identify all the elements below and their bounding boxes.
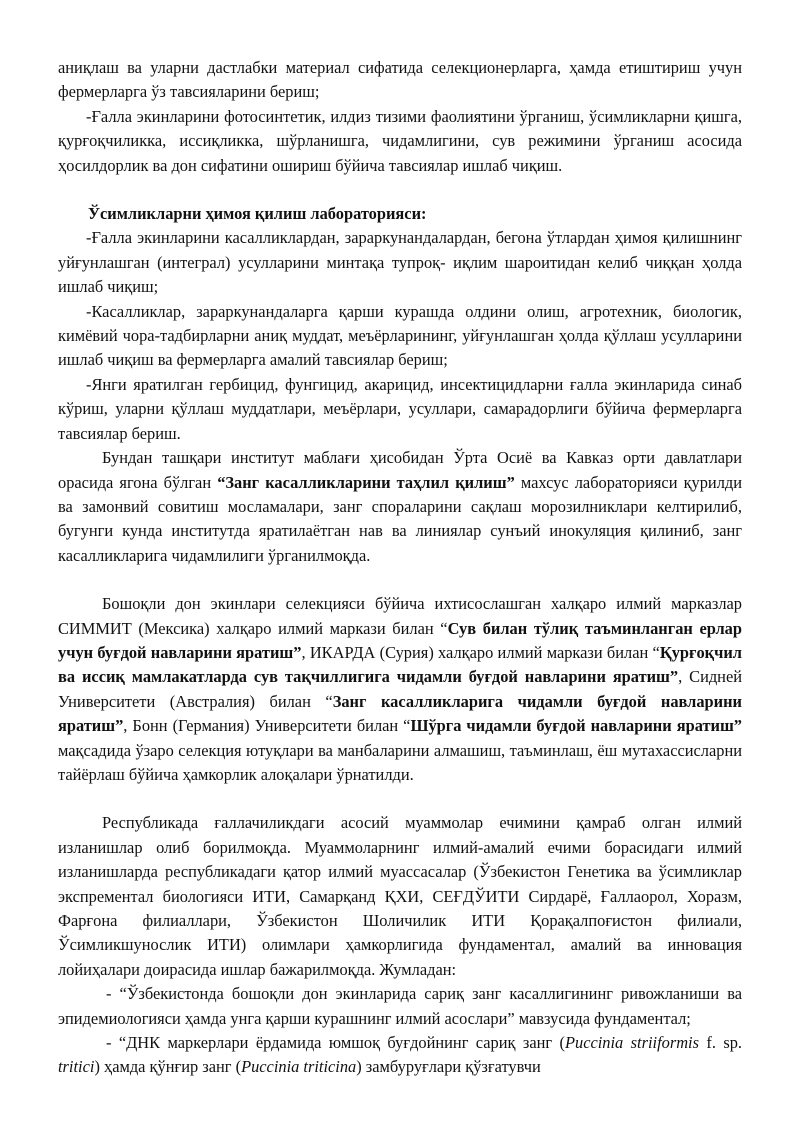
project-title-bold: Қурғоқчил ва иссиқ мамлакатларда сув тақчиллигига чидамли буғдой навларини яратиш” xyxy=(58,642,742,687)
project-title-bold: Занг касалликларига чидамли буғдой навларини яратиш” xyxy=(58,691,742,736)
paragraph-continuation: аниқлаш ва уларни дастлабки материал сифатида селекционерларга, ҳамда етиштириш учун фермерларга ўз тавсияларини бериш; xyxy=(58,58,742,102)
paragraph-research: Республикада ғаллачиликдаги асосий муаммолар ечимини қамраб олган илмий изланишлар олиб борилмоқда. Муаммоларнинг илмий-амалий ечими борасидаги илмий изланишларда республикадаги қатор илмий муассасалар (Ўзбекистон Генетика ва ўсимликлар экспрементал биологияси ИТИ, Самарқанд ҚХИ, СЕҒДЎИТИ Сирдарё, Ғаллаорол, Хоразм, Фарғона филиаллари, Ўзбекистон Шоличилик ИТИ Қорақалпоғистон филиали, Ўсимликшунослик ИТИ) олимлари ҳамкорлигида фундаментал, амалий ва инновация лойиҳалари доирасида ишлар бажарилмоқда. Жумладан: xyxy=(58,813,742,979)
paragraph-new-pesticides: -Янги яратилган гербицид, фунгицид, акарицид, инсектицидларни ғалла экинларида синаб кўриш, уларни қўллаш муддатлари, меъёрлари, усуллари, самарадорлиги бўйича фермерларга тавсиялар бериш. xyxy=(58,374,742,443)
text-run: ) ҳамда қўнғир занг ( xyxy=(94,1057,242,1077)
text-run: Бошоқли дон экинлари селекцияси бўйича ихтисослашган халқаро илмий марказлар СИММИТ (Мексика) халқаро илмий маркази билан “ xyxy=(58,594,742,638)
text-run: мақсадида ўзаро селекция ютуқлари ва манбаларини алмашиш, таъминлаш, ёш мутахассисларни тайёрлаш бўйича ҳамкорлик алоқалари ўрнатилди. xyxy=(58,740,742,784)
paragraph-integrated-protection: -Ғалла экинларини касалликлардан, зараркунандалардан, бегона ўтлардан ҳимоя қилишнинг уйғунлашган (интеграл) усулларини минтақа тупроқ- иқлим шароитидан келиб чиққан ҳолда ишлаб чиқиш; xyxy=(58,228,742,297)
text-run: , ИКАРДА (Сурия) халқаро илмий маркази билан “ xyxy=(301,642,660,662)
lab-name-bold: “Занг касалликларини таҳлил қилиш” xyxy=(217,472,515,492)
list-item-dna-markers xyxy=(58,1031,742,1080)
project-title-bold: Сув билан тўлиқ таъминланган ерлар учун буғдой навларини яратиш” xyxy=(58,618,742,662)
paragraph-disease-control: -Касалликлар, зараркунандаларга қарши курашда олдини олиш, агротехник, биологик, кимёвий чора-тадбирларни аниқ муддат, меъёрларининг, уйғунлашган ҳолда қўллаш усулларини ишлаб чиқиш ва фермерларга амалий тавсиялар бериш; xyxy=(58,301,742,370)
project-title-bold: Шўрга чидамли буғдой навларини яратиш” xyxy=(410,716,742,736)
list-item-fundamental: - “Ўзбекистонда бошоқли дон экинларида сариқ занг касаллигининг ривожланиши ва эпидемиологияси ҳамда унга қарши курашнинг илмий асослари” мавзусида фундаментал; xyxy=(58,984,742,1028)
species-italic: Puccinia triticina xyxy=(241,1057,357,1077)
section-heading: Ўсимликларни ҳимоя қилиш лабораторияси: xyxy=(88,204,427,224)
paragraph-international-cooperation xyxy=(58,592,742,787)
document-page xyxy=(58,56,742,1080)
species-italic: Puccinia striiformis xyxy=(565,1033,699,1053)
text-run: f. sp. xyxy=(698,1033,742,1053)
species-italic: tritici xyxy=(58,1057,95,1077)
text-run: махсус лабораторияси қурилди ва замонвий совитиш мосламалари, занг спораларини сақлаш морозилниклари келтирилиб, бугунги кунда институтда яратилаётган нав ва линиялар сунъий инокуляция қилиниб, занг касалликларига чидамлилиги ўрганилмоқда. xyxy=(58,472,742,565)
text-run: , Бонн (Германия) Университети билан “ xyxy=(123,716,411,736)
text-run: ) замбуруғлари қўзғатувчи xyxy=(356,1057,541,1077)
text-run: , Сидней Университети (Австралия) билан “ xyxy=(58,667,742,711)
text-run: - “ДНК маркерлари ёрдамида юмшоқ буғдойнинг сариқ занг ( xyxy=(106,1033,565,1053)
paragraph-rust-laboratory xyxy=(58,446,742,568)
text-run: Бундан ташқари институт маблағи ҳисобидан Ўрта Осиё ва Кавказ орти давлатлари орасида ягона бўлган xyxy=(58,448,742,492)
paragraph-photosynthesis: -Ғалла экинларини фотосинтетик, илдиз тизими фаолиятини ўрганиш, ўсимликларни қишга, қурғоқчиликка, иссиқликка, шўрланишга, чидамлигини, сув режимини ўрганиш асосида ҳосилдорлик ва дон сифатини ошириш бўйича тавсиялар ишлаб чиқиш. xyxy=(58,106,742,175)
